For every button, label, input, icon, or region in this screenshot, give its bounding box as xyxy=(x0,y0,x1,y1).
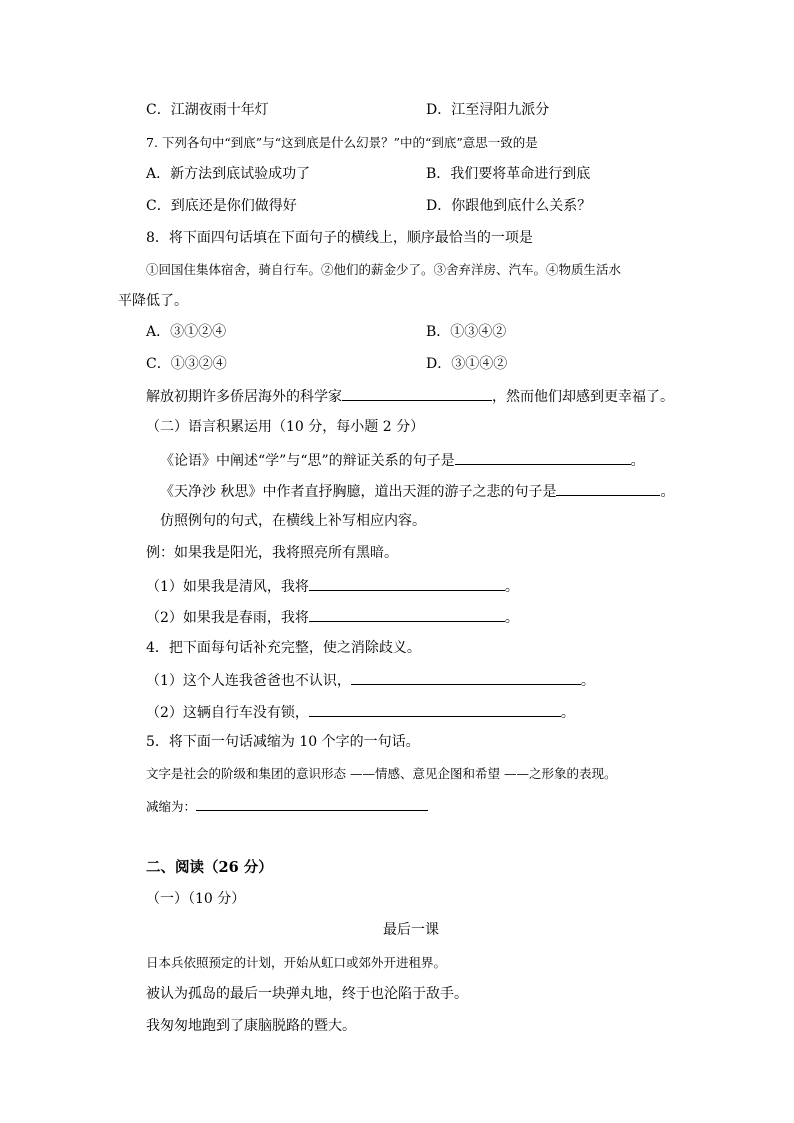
q6-option-c: C．江湖夜雨十年灯 xyxy=(146,102,269,118)
section2-q1-end: 。 xyxy=(630,453,645,469)
section2-q1-blank[interactable] xyxy=(455,450,631,465)
section2-q4-item2-text: （2）这辆自行车没有锁， xyxy=(146,705,309,721)
section2-q5-answer xyxy=(146,796,428,816)
section2-q4-item2 xyxy=(146,702,575,722)
q8-option-d: D．③①④② xyxy=(426,356,508,372)
section2-item2 xyxy=(146,607,519,627)
section2-q2 xyxy=(160,481,674,501)
q8-option-a: A．③①②④ xyxy=(146,324,227,340)
reading-paragraph-1: 日本兵依照预定的计划，开始从虹口或郊外开进租界。 xyxy=(146,955,447,970)
section2-q1 xyxy=(160,450,645,470)
q8-sentences-line1: ①回国住集体宿舍，骑自行车。②他们的薪金少了。③舍弃洋房、汽车。④物质生活水 xyxy=(146,262,622,277)
section2-item2-blank[interactable] xyxy=(309,607,505,622)
section2-q2-end: 。 xyxy=(660,484,675,500)
section2-q4-item1 xyxy=(146,670,595,690)
q8-answer-blank[interactable] xyxy=(342,386,492,401)
reading-paragraph-3: 我匆匆地跑到了康脑脱路的暨大。 xyxy=(146,1018,356,1034)
section2-q5-answer-blank[interactable] xyxy=(196,796,428,811)
section2-item1-end: 。 xyxy=(504,579,519,595)
section2-q4-item1-end: 。 xyxy=(580,673,595,689)
q8-stem: 8．将下面四句话填在下面句子的横线上，顺序最恰当的一项是 xyxy=(146,230,533,246)
reading-title: 最后一课 xyxy=(383,922,439,938)
q7-option-b: B．我们要将革命进行到底 xyxy=(426,166,591,182)
reading-subheading: （一）（10 分） xyxy=(146,891,246,907)
q7-option-c: C．到底还是你们做得好 xyxy=(146,198,297,214)
q7-option-d: D．你跟他到底什么关系？ xyxy=(426,198,592,214)
section2-q5-answer-label: 减缩为： xyxy=(146,799,197,814)
section2-item1 xyxy=(146,576,519,596)
section2-q5-sentence: 文字是社会的阶级和集团的意识形态 ——情感、意见企图和希望 ——之形象的表现。 xyxy=(146,766,617,781)
q8-option-c: C．①③②④ xyxy=(146,356,227,372)
q7-stem: 7. 下列各句中“到底”与“这到底是什么幻景？”中的“到底”意思一致的是 xyxy=(146,135,538,150)
section2-q4-item2-blank[interactable] xyxy=(309,702,561,717)
section2-title: （二）语言积累运用（10 分，每小题 2 分） xyxy=(146,419,425,435)
section2-item1-text: （1）如果我是清风，我将 xyxy=(146,579,309,595)
section2-q4-item2-end: 。 xyxy=(560,705,575,721)
q8-fill-after: ，然而他们却感到更幸福了。 xyxy=(492,389,674,405)
section2-example: 例：如果我是阳光，我将照亮所有黑暗。 xyxy=(146,545,398,561)
section2-q5: 5．将下面一句话减缩为 10 个字的一句话。 xyxy=(146,734,420,750)
section2-q1-text: 《论语》中阐述“学”与“思”的辩证关系的句子是 xyxy=(160,453,455,469)
q8-fill-sentence xyxy=(146,386,674,406)
section2-q2-blank[interactable] xyxy=(556,481,660,496)
section2-item2-end: 。 xyxy=(504,610,519,626)
section2-q4-item1-text: （1）这个人连我爸爸也不认识， xyxy=(146,673,351,689)
reading-heading: 二、阅读（26 分） xyxy=(146,859,273,876)
q8-fill-before: 解放初期许多侨居海外的科学家 xyxy=(146,389,342,405)
section2-item2-text: （2）如果我是春雨，我将 xyxy=(146,610,309,626)
q8-sentences-line2: 平降低了。 xyxy=(118,293,188,309)
section2-q2-text: 《天净沙 秋思》中作者直抒胸臆，道出天涯的游子之悲的句子是 xyxy=(160,484,557,500)
q8-option-b: B．①③④② xyxy=(426,324,507,340)
q7-option-a: A．新方法到底试验成功了 xyxy=(146,166,311,182)
reading-paragraph-2: 被认为孤岛的最后一块弹丸地，终于也沦陷于敌手。 xyxy=(146,986,468,1002)
section2-q4: 4．把下面每句话补充完整，使之消除歧义。 xyxy=(146,640,421,656)
section2-item1-blank[interactable] xyxy=(309,576,505,591)
section2-q4-item1-blank[interactable] xyxy=(351,670,581,685)
q6-option-d: D．江至浔阳九派分 xyxy=(426,102,550,118)
section2-q3: 仿照例句的句式，在横线上补写相应内容。 xyxy=(160,513,426,529)
